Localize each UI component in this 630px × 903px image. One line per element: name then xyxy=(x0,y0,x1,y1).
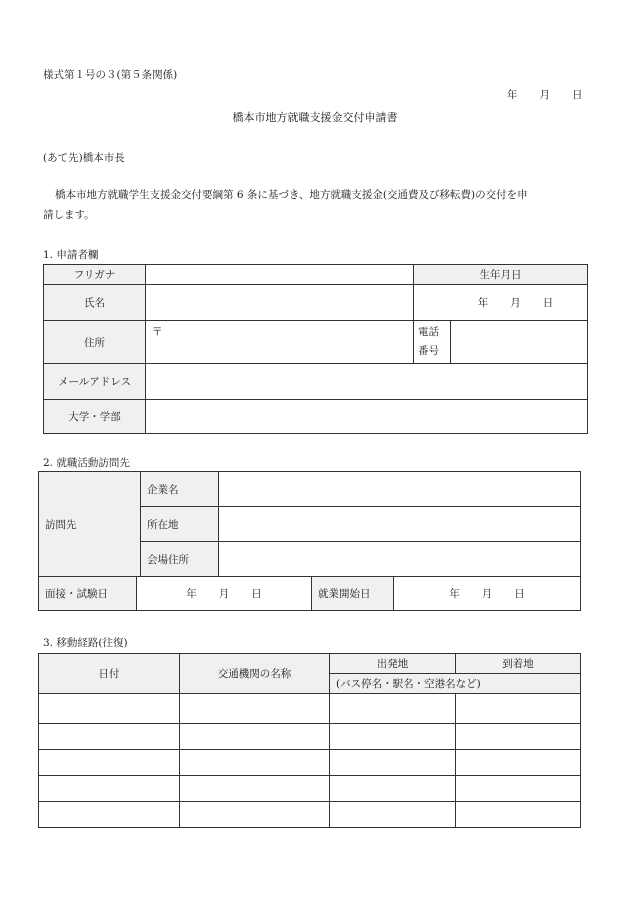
route-transport-cell[interactable] xyxy=(180,724,330,750)
departure-header: 出発地 xyxy=(330,654,456,674)
route-date-cell[interactable] xyxy=(39,724,180,750)
route-arrival-cell[interactable] xyxy=(456,724,581,750)
company-field[interactable] xyxy=(219,472,581,507)
body-text-line2: 請します。 xyxy=(43,209,95,221)
route-date-cell[interactable] xyxy=(39,802,180,828)
interview-date-label: 面接・試験日 xyxy=(39,577,137,611)
venue-label: 会場住所 xyxy=(141,542,219,577)
route-departure-cell[interactable] xyxy=(330,776,456,802)
route-date-cell[interactable] xyxy=(39,750,180,776)
date-header: 日付 xyxy=(39,654,180,694)
location-field[interactable] xyxy=(219,507,581,542)
transport-header: 交通機関の名称 xyxy=(180,654,330,694)
submission-date: 年 月 日 xyxy=(507,89,583,101)
birthdate-label: 生年月日 xyxy=(414,265,588,285)
phone-field[interactable] xyxy=(451,321,588,364)
interview-date-field[interactable]: 年 月 日 xyxy=(137,577,312,611)
address-label: 住所 xyxy=(44,321,146,364)
address-field[interactable] xyxy=(146,321,414,364)
route-date-cell[interactable] xyxy=(39,776,180,802)
section1-heading: 1. 申請者欄 xyxy=(43,249,99,261)
table-row xyxy=(39,776,581,802)
route-departure-cell[interactable] xyxy=(330,802,456,828)
arrival-header: 到着地 xyxy=(456,654,581,674)
route-departure-cell[interactable] xyxy=(330,724,456,750)
route-arrival-cell[interactable] xyxy=(456,802,581,828)
name-label: 氏名 xyxy=(44,285,146,321)
visit-table xyxy=(38,471,581,611)
start-date-field[interactable]: 年 月 日 xyxy=(394,577,581,611)
start-date-label: 就業開始日 xyxy=(312,577,394,611)
route-transport-cell[interactable] xyxy=(180,694,330,724)
birthdate-field[interactable]: 年 月 日 xyxy=(414,285,588,321)
university-field[interactable] xyxy=(146,400,588,434)
table-row xyxy=(39,750,581,776)
venue-field[interactable] xyxy=(219,542,581,577)
place-note: (バス停名・駅名・空港名など) xyxy=(330,674,581,694)
visit-label: 訪問先 xyxy=(39,472,141,577)
name-field[interactable] xyxy=(146,285,414,321)
company-label: 企業名 xyxy=(141,472,219,507)
email-label: メールアドレス xyxy=(44,364,146,400)
table-row xyxy=(39,694,581,724)
location-label: 所在地 xyxy=(141,507,219,542)
form-number: 様式第１号の３(第５条関係) xyxy=(43,69,178,81)
section3-heading: 3. 移動経路(往復) xyxy=(43,637,128,649)
email-field[interactable] xyxy=(146,364,588,400)
route-arrival-cell[interactable] xyxy=(456,776,581,802)
postal-mark: 〒 xyxy=(152,326,163,338)
route-arrival-cell[interactable] xyxy=(456,750,581,776)
form-title: 橋本市地方就職支援金交付申請書 xyxy=(232,111,398,124)
addressee: (あて先)橋本市長 xyxy=(43,152,125,164)
route-date-cell[interactable] xyxy=(39,694,180,724)
route-departure-cell[interactable] xyxy=(330,750,456,776)
university-label: 大学・学部 xyxy=(44,400,146,434)
applicant-table xyxy=(43,264,588,434)
furigana-label: フリガナ xyxy=(44,265,146,285)
table-row xyxy=(39,802,581,828)
route-transport-cell[interactable] xyxy=(180,750,330,776)
furigana-field[interactable] xyxy=(146,265,414,285)
table-row xyxy=(39,724,581,750)
route-transport-cell[interactable] xyxy=(180,802,330,828)
route-table xyxy=(38,653,581,828)
route-transport-cell[interactable] xyxy=(180,776,330,802)
body-text-line1: 橋本市地方就職学生支援金交付要綱第 6 条に基づき、地方就職支援金(交通費及び移転費)の交付を申 xyxy=(55,189,528,201)
route-arrival-cell[interactable] xyxy=(456,694,581,724)
phone-label: 電話 番号 xyxy=(414,321,451,364)
section2-heading: 2. 就職活動訪問先 xyxy=(43,457,130,469)
route-departure-cell[interactable] xyxy=(330,694,456,724)
